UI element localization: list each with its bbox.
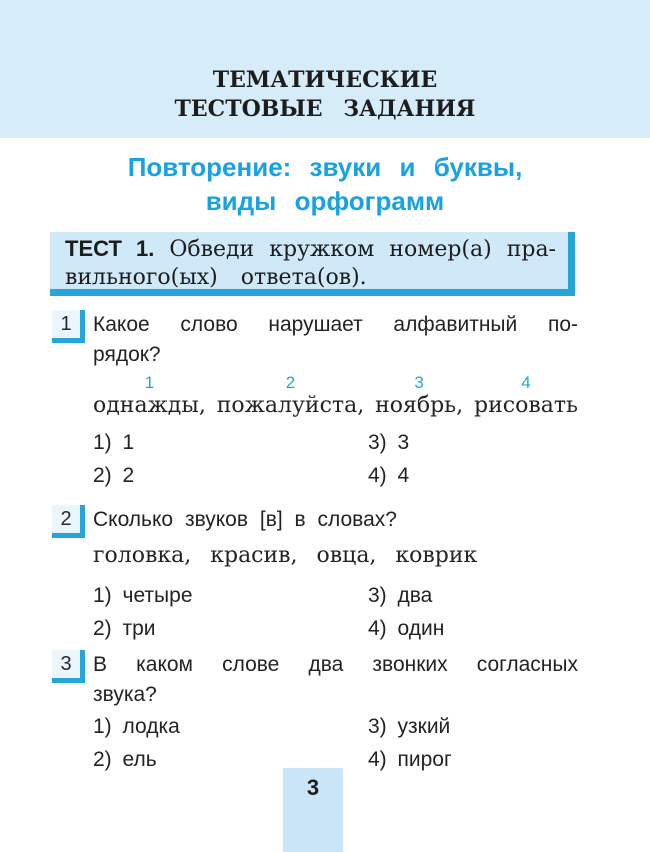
word-text: однажды, — [93, 393, 206, 418]
word-item — [474, 374, 578, 420]
word-item — [93, 374, 206, 420]
page-number-strip — [283, 768, 343, 852]
test-instruction-line2: вильного(ых) ответа(ов). — [65, 265, 367, 290]
book-title-line2: ТЕСТОВЫЕ ЗАДАНИЯ — [174, 96, 476, 122]
question-block-2 — [52, 505, 578, 645]
answer-option[interactable]: 3) два — [368, 584, 433, 607]
question-text-line1: В каком слове два звонких согласных — [93, 653, 578, 676]
question-number: 1 — [52, 310, 85, 343]
question-block-1 — [52, 310, 578, 492]
word-item — [217, 374, 364, 420]
answer-option[interactable]: 4) пирог — [368, 748, 452, 771]
options-grid — [93, 426, 578, 492]
section-title-line2: виды орфограмм — [205, 186, 445, 216]
word-item — [375, 374, 463, 420]
answer-option[interactable]: 3) узкий — [368, 715, 451, 738]
options-grid — [93, 710, 578, 776]
section-title-line1: Повторение: звуки и буквы, — [127, 152, 523, 182]
question-number: 3 — [52, 650, 85, 683]
question-text-line1: Сколько звуков [в] в словах? — [93, 508, 397, 531]
question-number: 2 — [52, 505, 85, 538]
answer-option[interactable]: 2) ель — [93, 748, 157, 771]
test-instruction-line1 — [65, 235, 556, 264]
word-index-number: 3 — [414, 373, 424, 392]
question-text-line2: рядок? — [93, 343, 161, 366]
question-block-3 — [52, 650, 578, 776]
answer-option[interactable]: 2) 2 — [93, 464, 135, 487]
book-title-line1: ТЕМАТИЧЕСКИЕ — [212, 67, 438, 93]
word-text: рисовать — [474, 393, 578, 418]
question-text-line1: Какое слово нарушает алфавитный по- — [93, 313, 578, 336]
numbered-words-row — [93, 374, 578, 420]
answer-option[interactable]: 4) один — [368, 617, 445, 640]
section-title — [0, 150, 650, 218]
answer-option[interactable]: 1) 1 — [93, 431, 135, 454]
test-instruction-box — [50, 232, 575, 296]
question-text-line2: звука? — [93, 683, 157, 706]
words-line: головка, красив, овца, коврик — [93, 543, 478, 568]
answer-option[interactable]: 2) три — [93, 617, 156, 640]
word-index-number: 2 — [285, 373, 296, 392]
word-index-number: 4 — [521, 373, 531, 392]
page-number: 3 — [306, 775, 320, 800]
test-instruction-text: Обведи кружком номер(а) пра- — [169, 237, 556, 262]
word-text: ноябрь, — [375, 393, 464, 418]
answer-option[interactable]: 4) 4 — [368, 464, 410, 487]
word-text: пожалуйста, — [216, 393, 365, 418]
header-band — [0, 0, 650, 138]
answer-option[interactable]: 3) 3 — [368, 431, 410, 454]
word-index-number: 1 — [144, 373, 155, 392]
test-label: ТЕСТ 1. — [65, 236, 155, 261]
answer-option[interactable]: 1) четыре — [93, 584, 193, 607]
options-grid — [93, 579, 578, 645]
answer-option[interactable]: 1) лодка — [93, 715, 180, 738]
